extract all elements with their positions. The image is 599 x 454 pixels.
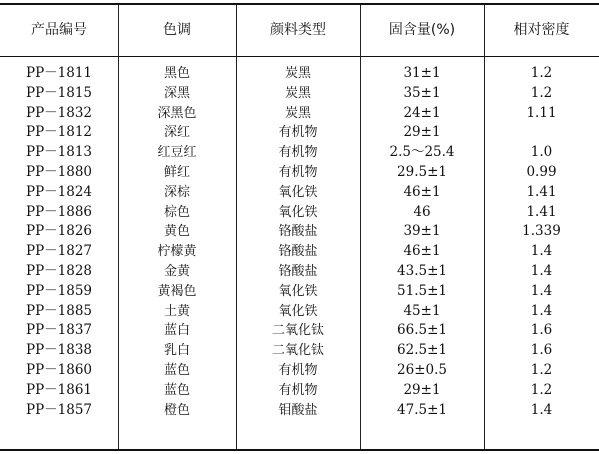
hue-cell: 鲜红 — [163, 164, 190, 180]
header-solid-content: 固含量(%) — [388, 22, 456, 38]
solid-content-cell: 43.5±1 — [397, 262, 447, 279]
table-row — [0, 163, 599, 183]
product-no-cell: PP－1812 — [25, 124, 93, 141]
relative-density-cell: 1.0 — [530, 144, 553, 161]
table-row — [0, 341, 599, 361]
relative-density-cell: 1.4 — [530, 282, 553, 299]
product-no-cell: PP－1827 — [25, 243, 93, 260]
pigment-type-cell: 有机物 — [278, 382, 318, 398]
relative-density-cell: 1.4 — [530, 243, 553, 260]
pigment-type-cell: 铬酸盐 — [278, 263, 318, 279]
solid-content-cell: 66.5±1 — [397, 322, 447, 339]
solid-content-cell: 45±1 — [403, 302, 441, 319]
table-row — [0, 64, 599, 84]
table-row — [0, 143, 599, 163]
hue-cell: 黑色 — [163, 66, 190, 81]
relative-density-cell: 1.2 — [530, 65, 553, 81]
pigment-type-cell: 炭黑 — [284, 66, 311, 81]
hue-cell: 深黑 — [163, 85, 190, 101]
pigment-type-cell: 有机物 — [278, 145, 318, 161]
product-no-cell: PP－1880 — [25, 163, 93, 180]
solid-content-cell: 35±1 — [403, 84, 441, 101]
solid-content-cell: 2.5～25.4 — [389, 144, 455, 161]
header-hue: 色调 — [163, 22, 191, 38]
table-body — [0, 64, 599, 420]
pigment-type-cell: 炭黑 — [284, 105, 311, 121]
product-no-cell: PP－1886 — [25, 203, 93, 220]
hue-cell: 黄色 — [163, 224, 190, 240]
relative-density-cell: 1.6 — [530, 342, 553, 359]
product-no-cell: PP－1824 — [25, 183, 93, 200]
relative-density-cell: 1.41 — [526, 203, 557, 220]
table-row — [0, 242, 599, 262]
hue-cell: 蓝色 — [163, 382, 190, 398]
pigment-type-cell: 有机物 — [278, 125, 318, 141]
table-bottom-rule — [0, 449, 599, 451]
relative-density-cell: 1.2 — [530, 84, 553, 101]
solid-content-cell: 46±1 — [403, 183, 441, 200]
pigment-type-cell: 二氧化钛 — [271, 323, 324, 339]
table-row — [0, 183, 599, 203]
solid-content-cell: 29±1 — [403, 381, 441, 398]
relative-density-cell: 1.41 — [526, 183, 557, 200]
hue-cell: 棕色 — [163, 204, 190, 220]
hue-cell: 深棕 — [163, 184, 190, 200]
pigment-type-cell: 铬酸盐 — [278, 244, 318, 260]
table-row — [0, 282, 599, 302]
solid-content-cell: 46 — [413, 203, 431, 220]
relative-density-cell: 1.339 — [522, 223, 561, 240]
product-no-cell: PP－1813 — [25, 144, 93, 161]
pigment-type-cell: 铬酸盐 — [278, 224, 318, 240]
product-no-cell: PP－1861 — [25, 381, 93, 398]
solid-content-cell: 31±1 — [403, 65, 441, 81]
table-row — [0, 104, 599, 124]
hue-cell: 土黄 — [163, 303, 190, 319]
hue-cell: 柠檬黄 — [157, 244, 197, 260]
relative-density-cell: 0.99 — [526, 163, 557, 180]
hue-cell: 金黄 — [163, 263, 190, 279]
product-no-cell: PP－1859 — [25, 282, 93, 299]
hue-cell: 橙色 — [163, 402, 190, 418]
table-row — [0, 262, 599, 282]
hue-cell: 蓝色 — [163, 362, 190, 378]
hue-cell: 深红 — [163, 125, 190, 141]
product-no-cell: PP－1860 — [25, 361, 93, 378]
relative-density-cell: 1.6 — [530, 322, 553, 339]
solid-content-cell: 29±1 — [403, 124, 441, 141]
hue-cell: 乳白 — [163, 343, 190, 359]
product-no-cell: PP－1811 — [25, 65, 93, 81]
solid-content-cell: 47.5±1 — [397, 401, 447, 418]
hue-cell: 红豆红 — [157, 145, 197, 161]
pigment-type-cell: 氧化铁 — [278, 184, 318, 200]
table-header-rule — [0, 56, 599, 57]
table-row — [0, 123, 599, 143]
hue-cell: 深黑色 — [157, 105, 197, 121]
header-pigment-type: 颜料类型 — [270, 22, 326, 38]
table-row — [0, 321, 599, 341]
solid-content-cell: 46±1 — [403, 243, 441, 260]
pigment-type-cell: 氧化铁 — [278, 283, 318, 299]
hue-cell: 黄褐色 — [157, 283, 197, 299]
relative-density-cell: 1.11 — [526, 104, 557, 121]
pigment-type-cell: 钼酸盐 — [278, 402, 318, 418]
pigment-type-cell: 氧化铁 — [278, 303, 318, 319]
solid-content-cell: 51.5±1 — [397, 282, 447, 299]
pigment-type-cell: 二氧化钛 — [271, 343, 324, 359]
relative-density-cell — [484, 123, 599, 143]
product-no-cell: PP－1837 — [25, 322, 93, 339]
product-no-cell: PP－1857 — [25, 401, 93, 418]
product-no-cell: PP－1828 — [25, 262, 93, 279]
relative-density-cell: 1.4 — [530, 302, 553, 319]
pigment-type-cell: 有机物 — [278, 362, 318, 378]
product-no-cell: PP－1826 — [25, 223, 93, 240]
table-row — [0, 222, 599, 242]
solid-content-cell: 62.5±1 — [397, 342, 447, 359]
header-relative-density: 相对密度 — [513, 22, 570, 38]
product-no-cell: PP－1838 — [25, 342, 93, 359]
pigment-type-cell: 炭黑 — [284, 85, 311, 101]
solid-content-cell: 39±1 — [403, 223, 441, 240]
table-header — [0, 5, 599, 56]
relative-density-cell: 1.2 — [530, 361, 553, 378]
relative-density-cell: 1.4 — [530, 401, 553, 418]
header-product-no: 产品编号 — [31, 22, 87, 38]
solid-content-cell: 29.5±1 — [397, 163, 447, 180]
table-row — [0, 84, 599, 104]
table-row — [0, 203, 599, 223]
relative-density-cell: 1.4 — [530, 262, 553, 279]
table-row — [0, 361, 599, 381]
table-row — [0, 381, 599, 401]
pigment-type-cell: 氧化铁 — [278, 204, 318, 220]
product-no-cell: PP－1832 — [25, 104, 93, 121]
solid-content-cell: 26±0.5 — [397, 361, 447, 378]
table-row — [0, 302, 599, 322]
product-no-cell: PP－1885 — [25, 302, 93, 319]
solid-content-cell: 24±1 — [403, 104, 441, 121]
hue-cell: 蓝白 — [163, 323, 190, 339]
pigment-type-cell: 有机物 — [278, 164, 318, 180]
product-no-cell: PP－1815 — [25, 84, 93, 101]
relative-density-cell: 1.2 — [530, 381, 553, 398]
table-row — [0, 401, 599, 421]
